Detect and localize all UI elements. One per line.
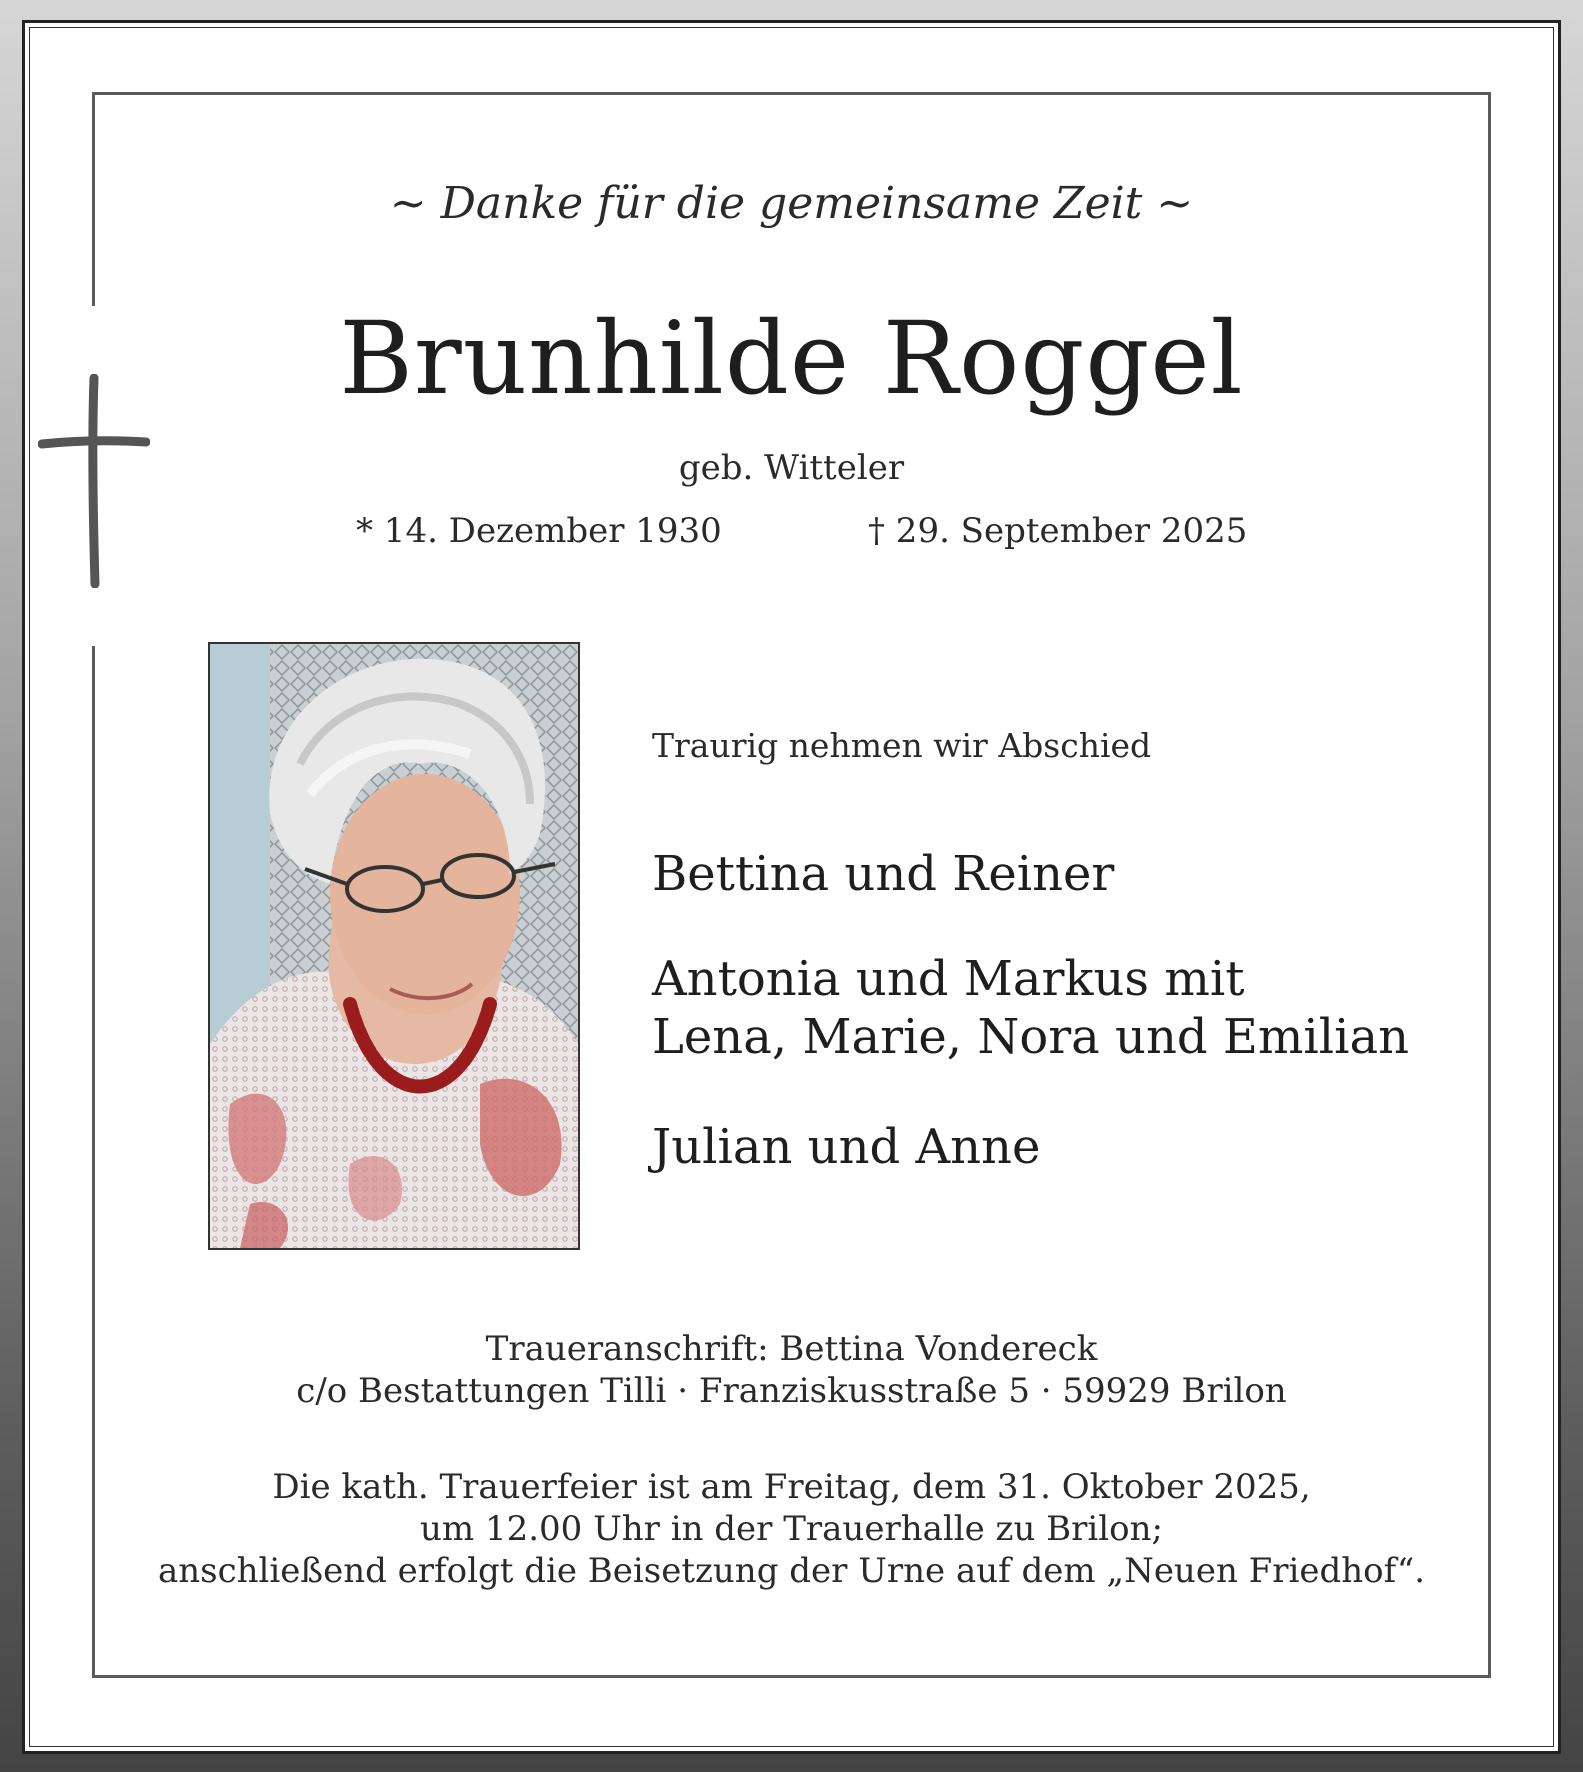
mourner-line: Bettina und Reiner xyxy=(652,846,1115,902)
service-info-line: um 12.00 Uhr in der Trauerhalle zu Brilon; xyxy=(420,1509,1163,1549)
deceased-name: Brunhilde Roggel xyxy=(339,300,1244,417)
service-info-line: anschließend erfolgt die Beisetzung der Urne auf dem „Neuen Friedhof“. xyxy=(157,1551,1426,1591)
mourning-address-line: Traueranschrift: Bettina Vondereck xyxy=(485,1329,1098,1369)
mourner-group-2 xyxy=(652,950,1409,1066)
frame-line-bottom xyxy=(92,1675,1491,1678)
motto: ~ Danke für die gemeinsame Zeit ~ xyxy=(389,178,1194,229)
birth-date: * 14. Dezember 1930 xyxy=(356,511,722,551)
farewell-intro: Traurig nehmen wir Abschied xyxy=(652,726,1152,765)
mourner-line: Julian und Anne xyxy=(652,1119,1041,1175)
mourner-line: Antonia und Markus mit xyxy=(652,951,1245,1007)
death-date: † 29. September 2025 xyxy=(868,511,1248,551)
mourner-group-1 xyxy=(652,845,1114,903)
frame-line-top xyxy=(92,92,1491,95)
mourning-address-line: c/o Bestattungen Tilli · Franziskusstraße 5 · 59929 Brilon xyxy=(296,1371,1287,1411)
mourner-line: Lena, Marie, Nora und Emilian xyxy=(652,1009,1409,1065)
birth-name: geb. Witteler xyxy=(678,448,905,488)
mourner-group-3 xyxy=(652,1118,1040,1176)
service-info-line: Die kath. Trauerfeier ist am Freitag, dem 31. Oktober 2025, xyxy=(272,1467,1311,1507)
portrait-photo xyxy=(208,642,580,1250)
